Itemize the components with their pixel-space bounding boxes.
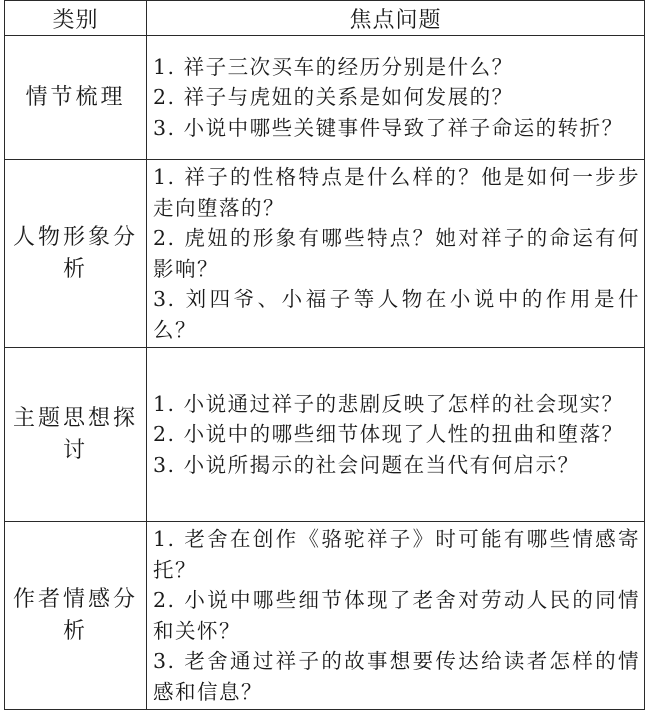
question-item: 3. 刘四爷、小福子等人物在小说中的作用是什么？ [153, 287, 640, 342]
category-cell: 人物形象分析 [5, 160, 147, 348]
table-row [5, 522, 645, 710]
category-cell: 情节梳理 [5, 36, 147, 160]
category-cell: 作者情感分析 [5, 522, 147, 710]
question-item: 1. 祥子的性格特点是什么样的？他是如何一步步走向堕落的？ [153, 165, 640, 220]
header-questions: 焦点问题 [147, 1, 645, 36]
question-item: 2. 虎妞的形象有哪些特点？她对祥子的命运有何影响？ [153, 226, 640, 281]
question-item: 2. 小说中哪些细节体现了老舍对劳动人民的同情和关怀？ [153, 588, 640, 643]
table-row [5, 348, 645, 522]
question-item: 3. 老舍通过祥子的故事想要传达给读者怎样的情感和信息？ [153, 649, 640, 704]
question-item: 2. 小说中的哪些细节体现了人性的扭曲和堕落？ [153, 422, 624, 447]
category-cell: 主题思想探讨 [5, 348, 147, 522]
question-item: 1. 小说通过祥子的悲剧反映了怎样的社会现实？ [153, 391, 624, 416]
table-header-row [5, 1, 645, 36]
header-category: 类别 [5, 1, 147, 36]
table-row [5, 160, 645, 348]
questions-cell [147, 36, 645, 160]
question-item: 3. 小说所揭示的社会问题在当代有何启示？ [153, 452, 580, 477]
question-item: 2. 祥子与虎妞的关系是如何发展的？ [153, 85, 514, 110]
focus-questions-table [4, 0, 645, 710]
question-item: 1. 祥子三次买车的经历分别是什么？ [153, 54, 514, 79]
questions-cell [147, 160, 645, 348]
question-item: 1. 老舍在创作《骆驼祥子》时可能有哪些情感寄托？ [153, 527, 640, 582]
questions-cell [147, 522, 645, 710]
questions-cell [147, 348, 645, 522]
table-row [5, 36, 645, 160]
question-item: 3. 小说中哪些关键事件导致了祥子命运的转折？ [153, 115, 624, 140]
